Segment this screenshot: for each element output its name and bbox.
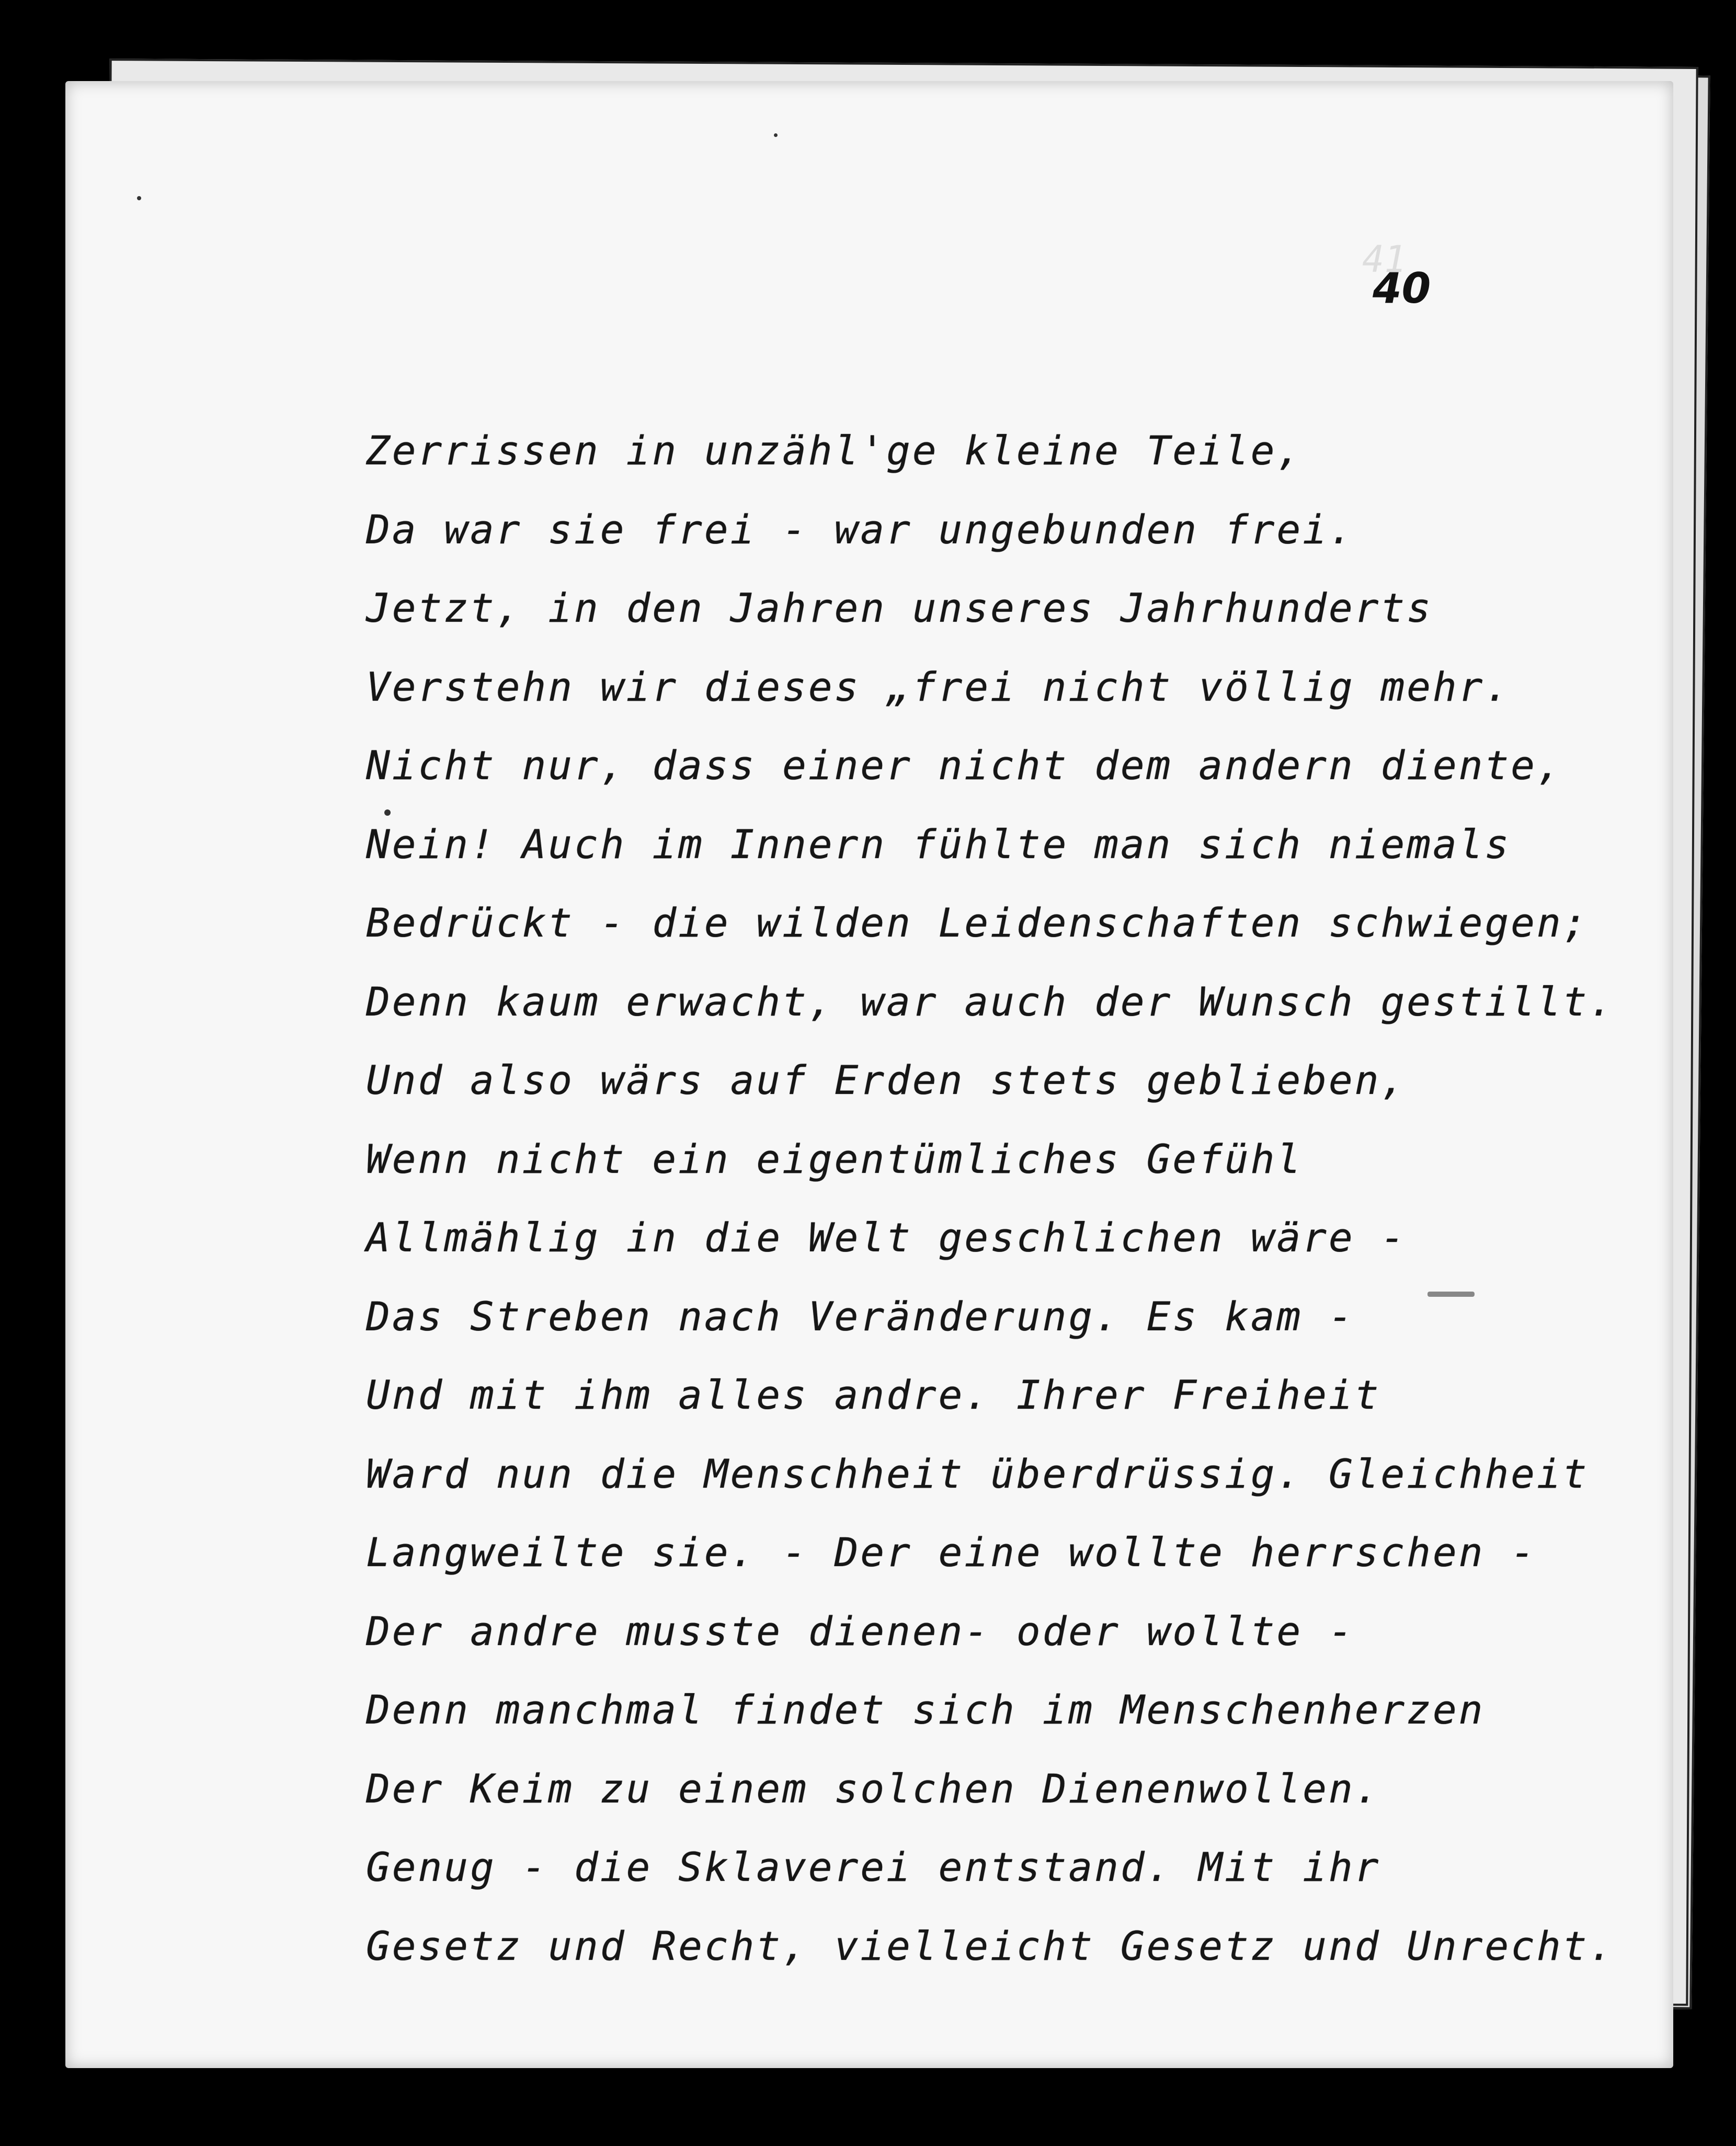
poem-line: Da war sie frei - war ungebunden frei.: [366, 506, 1355, 553]
poem-line: Das Streben nach Veränderung. Es kam -: [366, 1293, 1355, 1340]
poem-line: Denn manchmal findet sich im Menschenherzen: [366, 1686, 1485, 1733]
poem-line: Zerrissen in unzähl'ge kleine Teile,: [366, 427, 1303, 474]
dust-speck: [137, 196, 141, 200]
page-number: 40: [1373, 264, 1431, 313]
poem-line: Wenn nicht ein eigentümliches Gefühl: [366, 1135, 1303, 1182]
poem-line: Verstehn wir dieses „frei nicht völlig mehr.: [366, 663, 1511, 710]
poem-line: Gesetz und Recht, vielleicht Gesetz und Unrecht.: [366, 1922, 1615, 1969]
bleed-through-mark: 41: [1362, 238, 1407, 281]
poem-line: Jetzt, in den Jahren unseres Jahrhunderts: [366, 585, 1433, 631]
smudge: [1427, 1292, 1475, 1297]
poem-line: Langweilte sie. - Der eine wollte herrschen -: [366, 1529, 1537, 1576]
dust-speck: [384, 809, 391, 816]
poem-line: Der andre musste dienen- oder wollte -: [366, 1607, 1355, 1654]
poem-text: [366, 425, 1647, 1993]
poem-line: Ward nun die Menschheit überdrüssig. Gleichheit: [366, 1450, 1589, 1497]
poem-line: Allmählig in die Welt geschlichen wäre -: [366, 1214, 1407, 1261]
poem-line: Denn kaum erwacht, war auch der Wunsch gestillt.: [366, 978, 1615, 1025]
poem-line: Der Keim zu einem solchen Dienenwollen.: [366, 1765, 1381, 1812]
poem-line: Bedrückt - die wilden Leidenschaften schwiegen;: [366, 899, 1589, 946]
poem-line: Nein! Auch im Innern fühlte man sich niemals: [366, 820, 1511, 867]
poem-line: Nicht nur, dass einer nicht dem andern diente,: [366, 742, 1563, 789]
poem-line: Genug - die Sklaverei entstand. Mit ihr: [366, 1844, 1381, 1890]
poem-line: Und also wärs auf Erden stets geblieben,: [366, 1057, 1407, 1103]
dust-speck: [774, 133, 778, 137]
poem-line: Und mit ihm alles andre. Ihrer Freiheit: [366, 1372, 1381, 1418]
